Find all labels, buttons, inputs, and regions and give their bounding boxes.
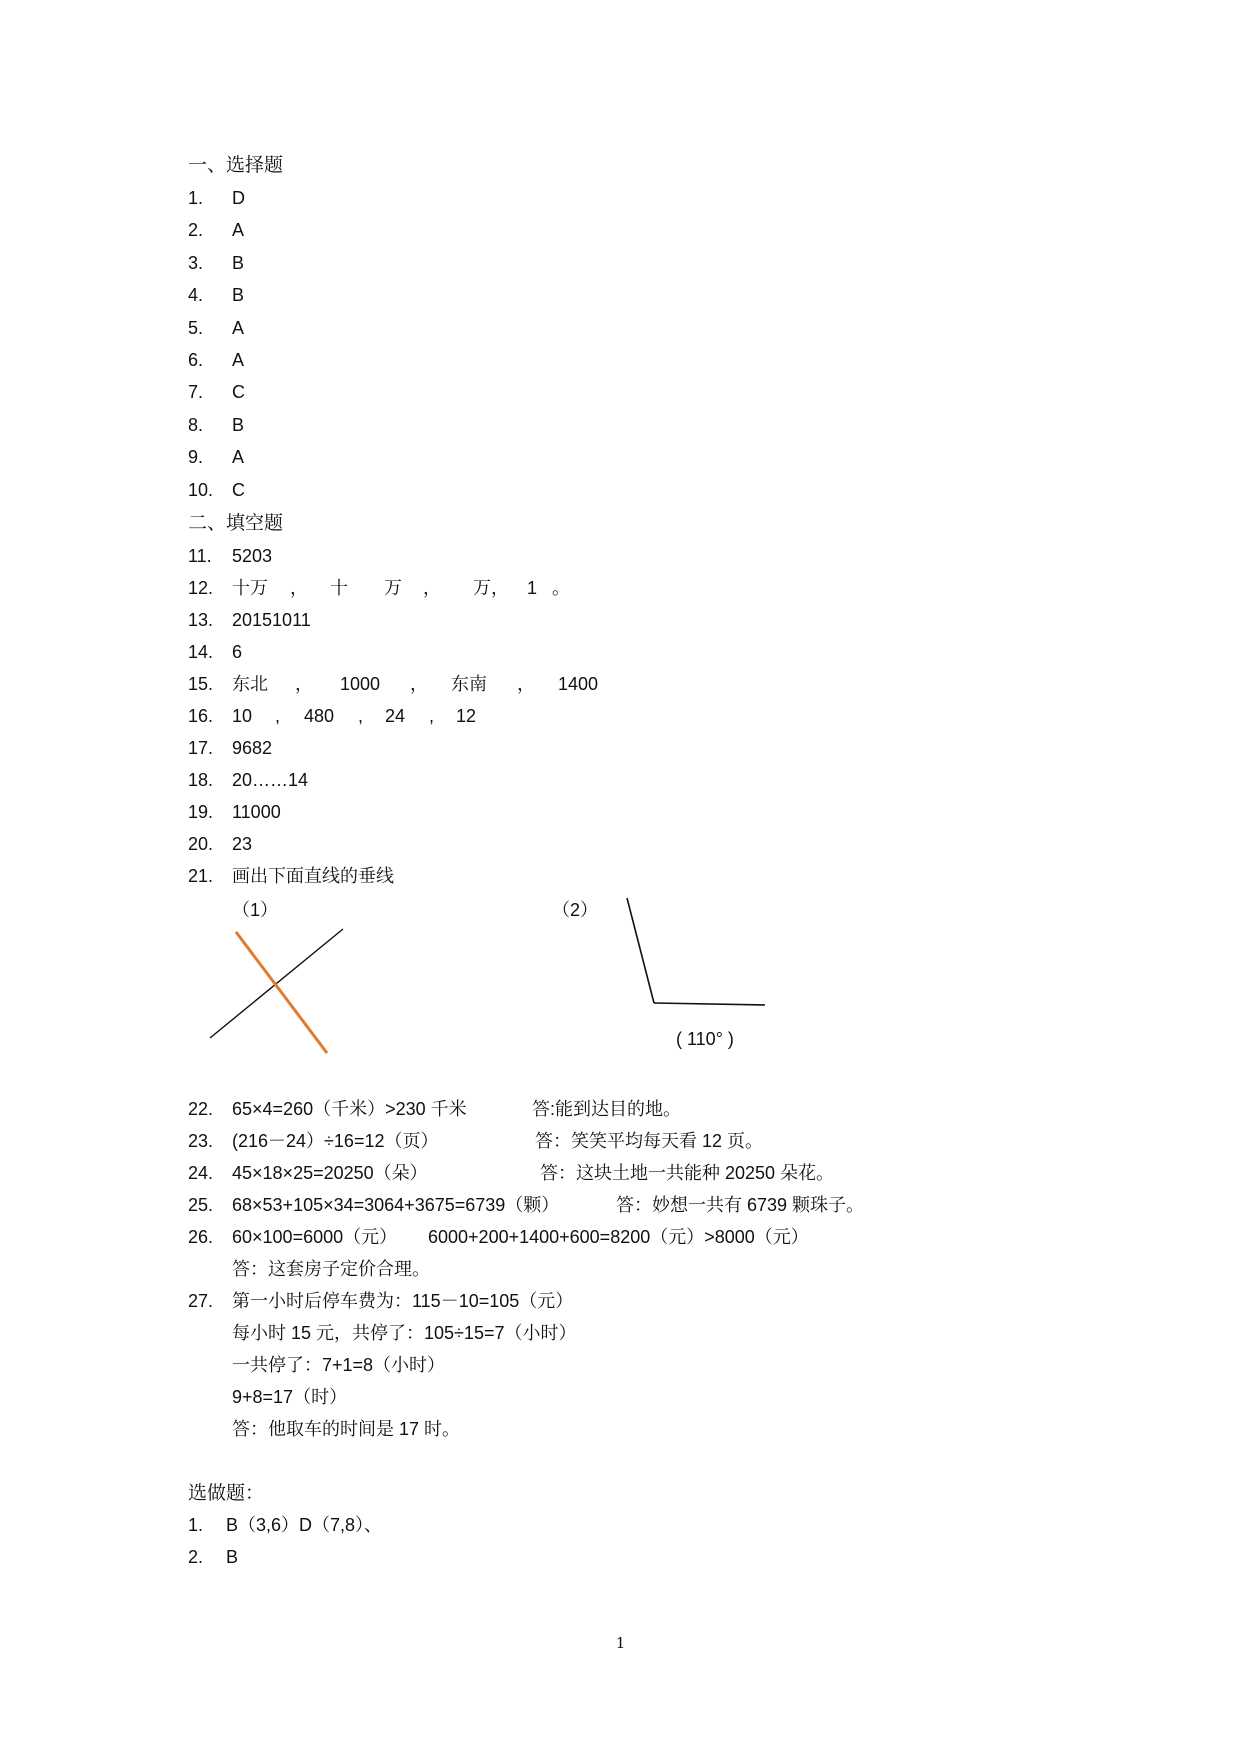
choice-number: 6. — [188, 350, 204, 370]
choice-answer: B — [232, 252, 245, 273]
choice-answer: A — [232, 350, 245, 370]
figure-label-2: （2） — [552, 900, 599, 920]
choice-number: 5. — [188, 317, 204, 338]
choice-number: 3. — [188, 252, 204, 273]
section-title-fill: 二、填空题 — [188, 512, 284, 534]
choice-answer: A — [232, 317, 245, 338]
choice-answer: C — [232, 479, 245, 500]
figure-label-1: （1） — [232, 900, 279, 920]
choice-answer: A — [232, 220, 245, 241]
choice-answer: B — [232, 414, 245, 435]
choice-number: 8. — [188, 414, 204, 435]
choice-answer: C — [232, 382, 245, 403]
choice-number: 2. — [188, 220, 204, 241]
choice-answer: D — [232, 188, 245, 208]
choice-number: 10. — [188, 479, 214, 500]
choice-number: 7. — [188, 382, 204, 403]
figure1-perpendicular-line — [236, 932, 327, 1053]
figure2-horizontal-line — [654, 1003, 765, 1005]
choice-answer: A — [232, 447, 245, 468]
choice-number: 1. — [188, 188, 204, 208]
section-title-optional: 选做题： — [188, 1482, 265, 1504]
figure2-slanted-line — [627, 898, 654, 1003]
angle-label: ( 110° ) — [676, 1029, 734, 1049]
page-number: 1 — [615, 1634, 626, 1652]
section-title-choice: 一、选择题 — [188, 154, 284, 176]
choice-number: 9. — [188, 447, 204, 468]
choice-answer: B — [232, 285, 245, 306]
choice-number: 4. — [188, 285, 204, 306]
